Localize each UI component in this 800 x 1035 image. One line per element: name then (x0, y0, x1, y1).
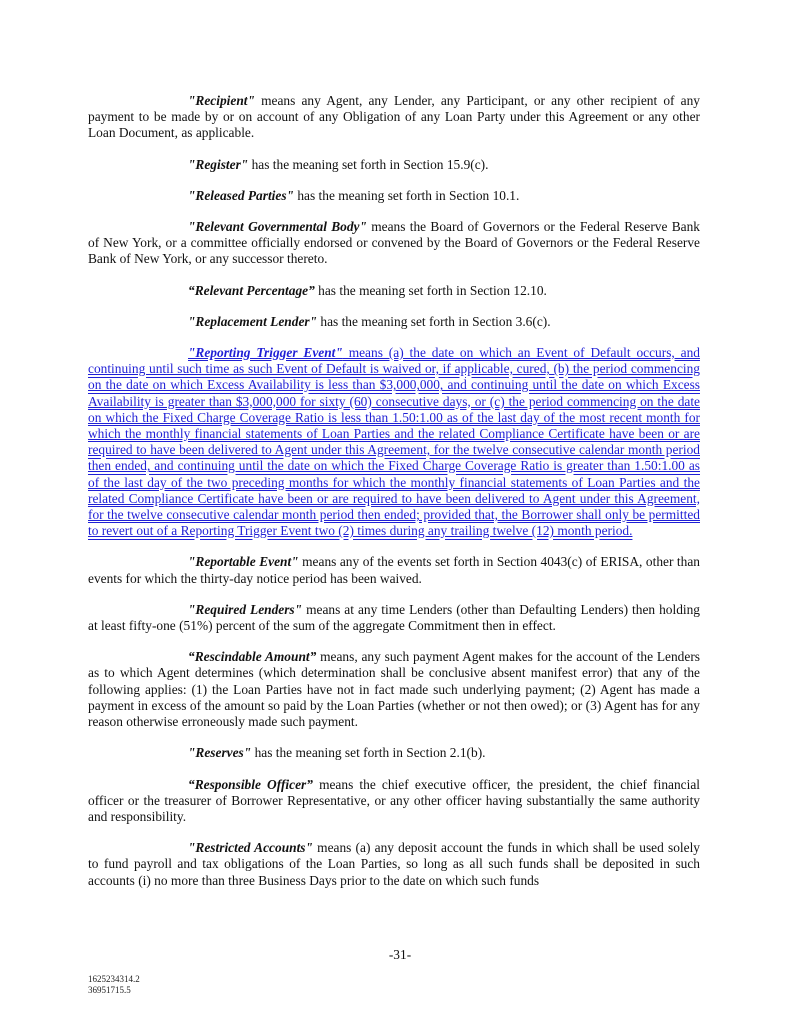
definition-register (88, 157, 700, 173)
defined-term: “Relevant Percentage” (188, 282, 315, 298)
definition-text: means any Agent, any Lender, any Participant, or any other recipient of any payment to be made by or on account of any Obligation of any Loan Party under this Agreement or any other Loan Document, as applicable. (88, 93, 700, 141)
document-ids (88, 974, 140, 996)
definition-relevant-percentage (88, 283, 700, 299)
definition-text: has the meaning set forth in Section 3.6(c). (317, 313, 551, 329)
defined-term: "Recipient" (188, 93, 255, 108)
doc-id-secondary: 36951715.5 (88, 985, 131, 995)
definition-text: has the meaning set forth in Section 12.10. (314, 282, 547, 298)
defined-term: "Replacement Lender" (188, 313, 318, 329)
definition-text: has the meaning set forth in Section 2.1(b). (251, 745, 486, 761)
definition-reportable-event (88, 554, 700, 586)
defined-term: "Released Parties" (188, 187, 294, 203)
definition-reporting-trigger-event (88, 345, 700, 539)
defined-term: "Reporting Trigger Event" (188, 345, 343, 361)
defined-term: "Required Lenders" (188, 601, 303, 617)
defined-term: "Relevant Governmental Body" (188, 219, 367, 235)
definition-text: has the meaning set forth in Section 10.1. (293, 187, 520, 203)
definition-text: means any of the events set forth in Section 4043(c) of ERISA, other than events for which the thirty-day notice period has been waived. (88, 554, 700, 586)
definition-responsible-officer (88, 777, 700, 826)
definition-recipient (88, 93, 700, 142)
page-number: -31- (388, 947, 412, 962)
definition-replacement-lender (88, 314, 700, 330)
definition-text: means (a) any deposit account the funds in which shall be used solely to fund payroll and tax obligations of the Loan Parties, so long as all such funds shall be deposited in such accounts (i) no more than three Business Days prior to the date on which such funds (88, 840, 700, 888)
defined-term: "Register" (188, 156, 249, 172)
doc-id-primary: 1625234314.2 (88, 974, 140, 984)
definition-text: means the chief executive officer, the president, the chief financial officer or the treasurer of Borrower Representative, or any other officer having substantially the same authority and responsibility. (88, 776, 700, 824)
definition-reserves (88, 745, 700, 761)
document-body (88, 93, 700, 904)
definition-released-parties (88, 188, 700, 204)
defined-term: "Reportable Event" (188, 554, 299, 570)
defined-term: "Restricted Accounts" (188, 840, 313, 856)
definition-text: means, any such payment Agent makes for the account of the Lenders as to which Agent determines (which determination shall be conclusive absent manifest error) that any of the following applies: (1) the Loan Parties have not in fact made such underlying payment; (2) Agent has made a payment in excess of the amount so paid by the Loan Parties (whether or not then owed); or (3) Agent has for any reason otherwise erroneously made such payment. (88, 649, 700, 730)
definition-relevant-governmental-body (88, 219, 700, 268)
definition-rescindable-amount (88, 649, 700, 730)
definition-text: means the Board of Governors or the Federal Reserve Bank of New York, or a committee officially endorsed or convened by the Board of Governors or the Federal Reserve Bank of New York, or any successor thereto. (88, 219, 700, 267)
defined-term: "Reserves" (188, 745, 252, 761)
definition-restricted-accounts (88, 840, 700, 889)
definition-required-lenders (88, 602, 700, 634)
definition-text: means (a) the date on which an Event of Default occurs, and continuing until such time as such Event of Default is waived or, if applicable, cured, (b) the period commencing on the date on which Excess Availability is less than $3,000,000, and continuing until the date on which Excess Availability is greater than $3,000,000 for sixty (60) consecutive days, or (c) the period commencing on the date on which the Fixed Charge Coverage Ratio is less than 1.50:1.00 as of the last day of the most recent month for which the monthly financial statements of Loan Parties and the related Compliance Certificate have been or are required to have been delivered to Agent under this Agreement, for the twelve consecutive calendar month period then ended, and continuing until the date on which the Fixed Charge Coverage Ratio is greater than 1.50:1.00 as of the last day of the two preceding months for which the monthly financial statements of Loan Parties and the related Compliance Certificate have been or are required to have been delivered to Agent under this Agreement, for the twelve consecutive calendar month period then ended; provided that, the Borrower shall only be permitted to revert out of a Reporting Trigger Event two (2) times during any trailing twelve (12) month period. (88, 345, 700, 539)
defined-term: “Rescindable Amount” (188, 649, 317, 665)
definition-text: has the meaning set forth in Section 15.9(c). (248, 156, 489, 172)
definition-text: means at any time Lenders (other than Defaulting Lenders) then holding at least fifty-one (51%) percent of the sum of the aggregate Commitment then in effect. (88, 601, 701, 634)
defined-term: “Responsible Officer” (188, 776, 313, 792)
